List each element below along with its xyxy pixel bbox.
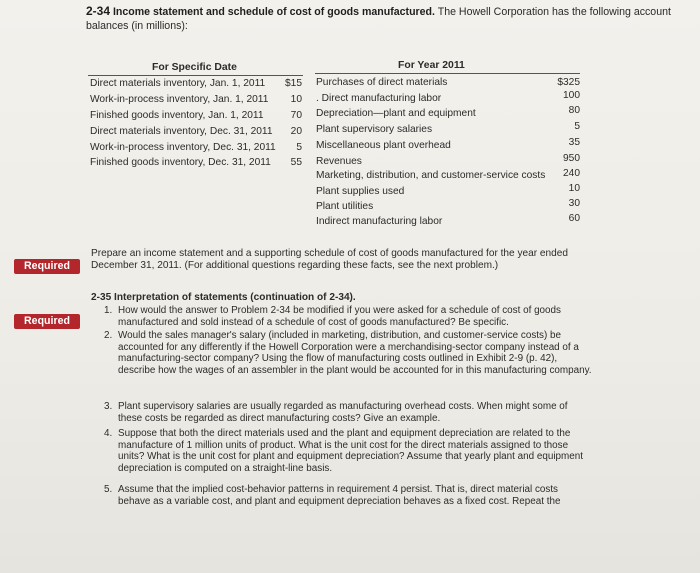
- left-row-label: Direct materials inventory, Jan. 1, 2011: [90, 78, 266, 89]
- problem-2-35-number: 2-35: [91, 292, 112, 303]
- problem-number: 2-34: [86, 4, 111, 18]
- left-row-value: 70: [290, 110, 302, 121]
- list-item-text: Suppose that both the direct materials used and the plant and equipment depreciation are related to the manufacture of 1 million units of product. What is the unit cost for the direct materials assigned to those units? What is the unit cost for plant and equipment depreciation? Assume that yearly plant and equipment depreciation is computed on a straight-line basis.: [118, 428, 583, 474]
- problem-intro: The Howell Corporation has the following account balances (in millions):: [86, 6, 671, 32]
- left-column-header: For Specific Date: [152, 62, 237, 73]
- required-2-34-text: Prepare an income statement and a supporting schedule of cost of goods manufactured for the year ended December 31, 2011. (For additional questions regarding these facts, see the next problem.): [91, 248, 568, 271]
- list-item: [104, 484, 592, 507]
- left-row-label: Finished goods inventory, Dec. 31, 2011: [90, 157, 271, 168]
- left-row-value: 55: [290, 157, 302, 168]
- list-item-number: 5.: [104, 484, 113, 495]
- list-item: [104, 330, 592, 376]
- right-row-label: Plant supervisory salaries: [316, 124, 433, 135]
- list-item: [104, 305, 592, 328]
- list-item-number: 1.: [104, 305, 113, 316]
- right-row-value: 5: [574, 121, 580, 132]
- right-row-label: Miscellaneous plant overhead: [316, 140, 451, 151]
- list-item: [104, 428, 592, 474]
- list-item-number: 3.: [104, 401, 113, 412]
- right-row-label: Depreciation—plant and equipment: [316, 108, 476, 119]
- right-row-label: Plant utilities: [316, 201, 374, 212]
- right-row-label: Purchases of direct materials: [316, 77, 448, 88]
- right-row-value: $325: [557, 77, 580, 88]
- right-row-label: Marketing, distribution, and customer-service costs: [316, 170, 546, 181]
- right-row-label: . Direct manufacturing labor: [316, 93, 442, 104]
- right-row-value: 10: [568, 183, 580, 194]
- left-header-rule: [88, 75, 303, 76]
- right-row-value: 35: [568, 137, 580, 148]
- right-row-label: Plant supplies used: [316, 186, 405, 197]
- list-item-number: 2.: [104, 330, 113, 341]
- problem-2-35-title: Interpretation of statements (continuation of 2-34).: [114, 292, 356, 303]
- right-row-value: 80: [568, 105, 580, 116]
- list-item-number: 4.: [104, 428, 113, 439]
- list-item-text: How would the answer to Problem 2-34 be modified if you were asked for a schedule of cost of goods manufactured and sold instead of a schedule of cost of goods manufactured? Be specific.: [118, 305, 561, 328]
- problem-2-34-heading: [86, 4, 686, 33]
- problem-2-35-heading: [91, 292, 591, 304]
- left-row-label: Finished goods inventory, Jan. 1, 2011: [90, 110, 264, 121]
- left-row-label: Work-in-process inventory, Jan. 1, 2011: [90, 94, 269, 105]
- left-row-label: Work-in-process inventory, Dec. 31, 2011: [90, 142, 276, 153]
- right-row-value: 30: [568, 198, 580, 209]
- left-row-value: 5: [296, 142, 302, 153]
- required-badge: Required: [14, 314, 80, 329]
- right-row-label: Indirect manufacturing labor: [316, 216, 443, 227]
- right-row-label: Revenues: [316, 156, 362, 167]
- right-row-value: 950: [563, 153, 580, 164]
- list-item: [104, 401, 592, 424]
- right-row-value: 100: [563, 90, 580, 101]
- required-badge: Required: [14, 259, 80, 274]
- left-row-label: Direct materials inventory, Dec. 31, 2011: [90, 126, 273, 137]
- left-row-value: $15: [285, 78, 302, 89]
- right-row-value: 240: [563, 168, 580, 179]
- list-item-text: Assume that the implied cost-behavior patterns in requirement 4 persist. That is, direct material costs behave as a variable cost, and plant and equipment depreciation behaves as a fixed cost. Repeat the: [118, 484, 561, 507]
- problem-title: Income statement and schedule of cost of goods manufactured.: [112, 6, 435, 18]
- list-item-text: Plant supervisory salaries are usually regarded as manufacturing overhead costs. When might some of these costs be regarded as direct manufacturing costs? Give an example.: [118, 401, 568, 424]
- right-row-value: 60: [568, 213, 580, 224]
- left-row-value: 10: [290, 94, 302, 105]
- right-header-rule: [315, 73, 580, 74]
- list-item-text: Would the sales manager's salary (included in marketing, distribution, and customer-service costs) be accounted for any differently if the Howell Corporation were a merchandising-sector company instead of a manufacturing-sector company? Using the flow of manufacturing costs outlined in Exhibit 2-9 (p. 42), describe how the wages of an assembler in the plant would be accounted for in this manufacturing company.: [118, 330, 592, 376]
- right-column-header: For Year 2011: [398, 60, 465, 71]
- left-row-value: 20: [290, 126, 302, 137]
